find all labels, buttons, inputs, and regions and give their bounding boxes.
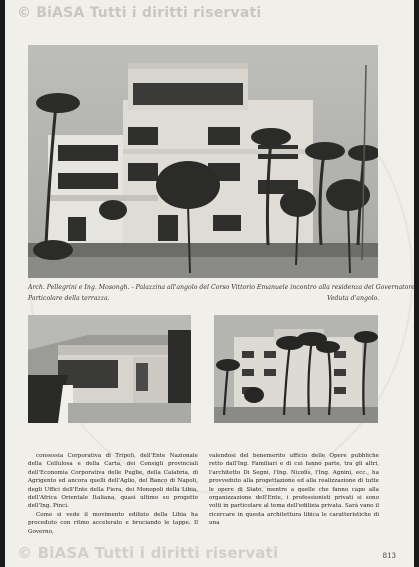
right-photo-caption: Veduta d'angolo. bbox=[327, 295, 380, 302]
terrace-photo bbox=[28, 315, 191, 423]
main-photo-caption: Arch. Pellegrini e Ing. Mosongh. - Palazzina all'angolo del Corso Vittorio Emanuele incontro alla residenza del Governatore. bbox=[28, 284, 417, 291]
text-column-right bbox=[209, 452, 379, 528]
watermark-top: © BiASA Tutti i diritti riservati bbox=[17, 5, 262, 21]
corner-view-photo bbox=[214, 315, 378, 423]
document-page bbox=[5, 0, 417, 567]
paragraph: Come si vede il movimento edilizio della Libia ha proceduto con ritmo accelerato e bruciando le tappe. Il Governo, bbox=[28, 511, 198, 535]
left-photo-caption: Particolare della terrazza. bbox=[28, 295, 110, 302]
main-photo bbox=[28, 45, 378, 278]
paragraph: consessia Corporativa di Tripoli, dell'Ente Nazionale della Cellulosa e della Carta, dei Consigli provinciali dell'Economia Corporativa delle Puglie, della Calabria, di Agrigento ed ancora quelli dell'Aglio, del Banco di Napoli, degli Uffici dell'Ente della Fiera, dei Monopoli della Libia, dell'Africa Orientale Italiana, quasi ultimo su progetto dell'Ing. Pinci. bbox=[28, 453, 198, 510]
watermark-bottom: © BiASA Tutti i diritti riservati bbox=[17, 544, 279, 562]
paragraph: valendosi del benemerito ufficio delle Opere pubbliche retto dall'Ing. Familiari e di cui fanno parte, tra gli altri, l'architetto Di Segni, l'Ing. Nicolis, l'Ing. Agnini, ecc., ha provveduto alla progettazione ed alla realizzazione di tutte le opere di Stato, mentre a quelle che fanno capo alla organizzazione dell'Ente, i professionisti privati si sono volti in particolare al tema dell'edilizia privata. Sarà vano il ricercare in questa architettura libica le caratteristiche di una bbox=[209, 453, 379, 527]
page-number: 813 bbox=[382, 552, 396, 560]
text-column-left bbox=[28, 452, 198, 536]
